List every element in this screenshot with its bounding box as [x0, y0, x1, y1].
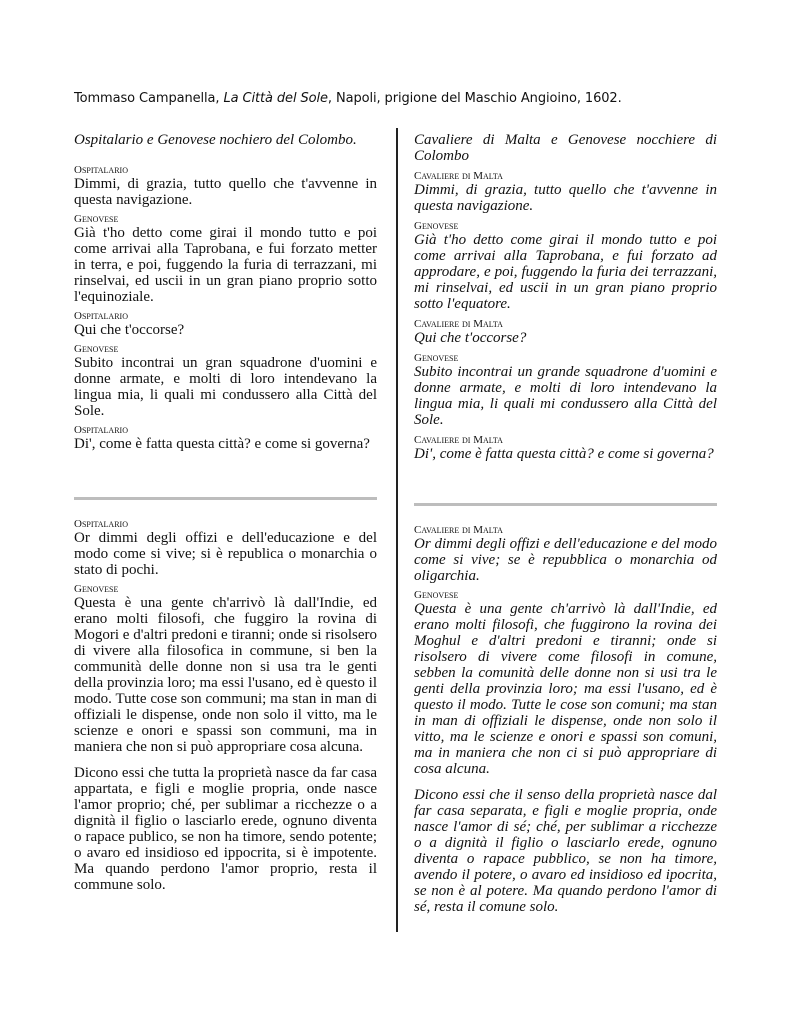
speaker-label: Cavaliere di Malta [414, 318, 503, 330]
speaker-label: Ospitalario [74, 310, 128, 322]
left-column-block-2 [74, 518, 377, 893]
speech-text: Qui che t'occorse? [414, 330, 527, 346]
dialogue-turn [414, 589, 717, 777]
speaker-label: Genovese [74, 343, 119, 355]
prose-paragraph: Dicono essi che il senso della proprietà nasce dal far casa separata, e figli e moglie propria, onde nasce l'amor di sé; ché, per sublimar a ricchezze o a dignità il figlio o lasciarlo erede, ognuno diventa o rapace pubblico, se non ha timore, avendo il potere, o avaro ed insidioso ed ipocrita, se non è al potere. Ma quando perdono l'amor di sé, resta il comune solo. [414, 787, 717, 915]
dialogue-turn [414, 220, 717, 312]
speaker-label: Cavaliere di Malta [414, 170, 503, 182]
speaker-label: Ospitalario [74, 424, 128, 436]
speech-text: Subito incontrai un gran squadrone d'uomini e donne armate, e molti di loro intendevano la lingua mia, li quali mi condussero alla Città del Sole. [74, 355, 377, 419]
dialogue-turn [414, 434, 717, 462]
speaker-label: Genovese [74, 213, 119, 225]
speech-text: Già t'ho detto come girai il mondo tutto e poi come arrivai alla Taprobana, e fui forzato ad approdare, e poi, fuggendo la furia dei terrazzani, mi rinselvai, ed uscii in un gran piano proprio sotto l'equatore. [414, 232, 717, 312]
dialogue-turn [414, 170, 717, 214]
speech-text: Or dimmi degli offizi e dell'educazione e del modo come si vive; si è republica o monarchia o stato di pochi. [74, 530, 377, 578]
left-column-title: Ospitalario e Genovese nochiero del Colombo. [74, 132, 357, 148]
right-section-divider [414, 503, 717, 506]
speaker-label: Genovese [74, 583, 119, 595]
dialogue-turn [414, 352, 717, 428]
speech-text: Di', come è fatta questa città? e come si governa? [414, 446, 714, 462]
speech-text: Or dimmi degli offizi e dell'educazione e del modo come si vive; se è repubblica o monarchia od oligarchia. [414, 536, 717, 584]
document-header [74, 91, 622, 106]
dialogue-turn [74, 213, 377, 305]
left-column-block-1 [74, 132, 377, 452]
speaker-label: Genovese [414, 220, 459, 232]
speech-text: Questa è una gente ch'arrivò là dall'Indie, ed erano molti filosofi, che fuggirono la rovina dei Moghul e d'altri predoni e tiranni; onde si risolsero di vivere come filosofi in comune, sebben la comunità delle donne non si usi tra le genti della provinzia loro; ma essi l'usano, ed è questo il modo. Tutte le cose son comuni; ma stan in man di offiziali le dispense, onde non solo il vitto, ma le scienze e onori e spassi son comuni, ma in maniera che non ci si può appropriare di cosa alcuna. [414, 601, 717, 777]
dialogue-turn [414, 318, 717, 346]
speaker-label: Cavaliere di Malta [414, 524, 503, 536]
speech-text: Qui che t'occorse? [74, 322, 185, 338]
column-divider [396, 128, 398, 932]
header-work-title: La Città del Sole [223, 91, 328, 106]
speech-text: Già t'ho detto come girai il mondo tutto e poi come arrivai alla Taprobana, e fui forzato metter in terra, e poi, fuggendo la furia di terrazzani, mi rinselvai, ed uscii in un gran piano proprio sotto l'equinoziale. [74, 225, 377, 305]
dialogue-turn [74, 164, 377, 208]
speaker-label: Genovese [414, 352, 459, 364]
prose-paragraph: Dicono essi che tutta la proprietà nasce da far casa appartata, e figli e moglie propria, onde nasce l'amor proprio; ché, per sublimar a ricchezze o a dignità il figlio o lasciarlo erede, ognuno diventa o rapace publico, se non ha timore, sendo potente; o avaro ed insidioso ed ippocrita, si è impotente. Ma quando perdono l'amor proprio, resta il commune solo. [74, 765, 377, 893]
dialogue-turn [414, 524, 717, 584]
speech-text: Questa è una gente ch'arrivò là dall'Indie, ed erano molti filosofi, che fuggiro la rovina di Mogori e d'altri predoni e tiranni; onde si risolsero di vivere alla filosofica in commune, si ben la communità delle donne non si usa tra le genti della provinzia loro; ma essi l'usano, ed è questo il modo. Tutte cose son communi; ma stan in man di offiziali le dispense, onde non solo il vitto, ma le scienze e onori e spassi son communi, ma in maniera che non si può appropriare cosa alcuna. [74, 595, 377, 755]
header-suffix: , Napoli, prigione del Maschio Angioino, 1602. [327, 91, 622, 106]
speaker-label: Cavaliere di Malta [414, 434, 503, 446]
dialogue-turn [74, 583, 377, 755]
header-author-prefix: Tommaso Campanella, [74, 91, 224, 106]
dialogue-turn [74, 343, 377, 419]
speaker-label: Ospitalario [74, 518, 128, 530]
right-column-title: Cavaliere di Malta e Genovese nocchiere di Colombo [414, 132, 717, 164]
left-section-divider [74, 497, 377, 500]
speaker-label: Ospitalario [74, 164, 128, 176]
dialogue-turn [74, 424, 377, 452]
speech-text: Subito incontrai un grande squadrone d'uomini e donne armate, e molti di loro intendevano la lingua mia, li quali mi condussero alla Città del Sole. [414, 364, 717, 428]
speaker-label: Genovese [414, 589, 459, 601]
speech-text: Di', come è fatta questa città? e come si governa? [74, 436, 370, 452]
right-column-block-1 [414, 132, 717, 462]
dialogue-turn [74, 310, 377, 338]
dialogue-turn [74, 518, 377, 578]
right-column-block-2 [414, 524, 717, 915]
speech-text: Dimmi, di grazia, tutto quello che t'avvenne in questa navigazione. [74, 176, 377, 208]
speech-text: Dimmi, di grazia, tutto quello che t'avvenne in questa navigazione. [414, 182, 717, 214]
